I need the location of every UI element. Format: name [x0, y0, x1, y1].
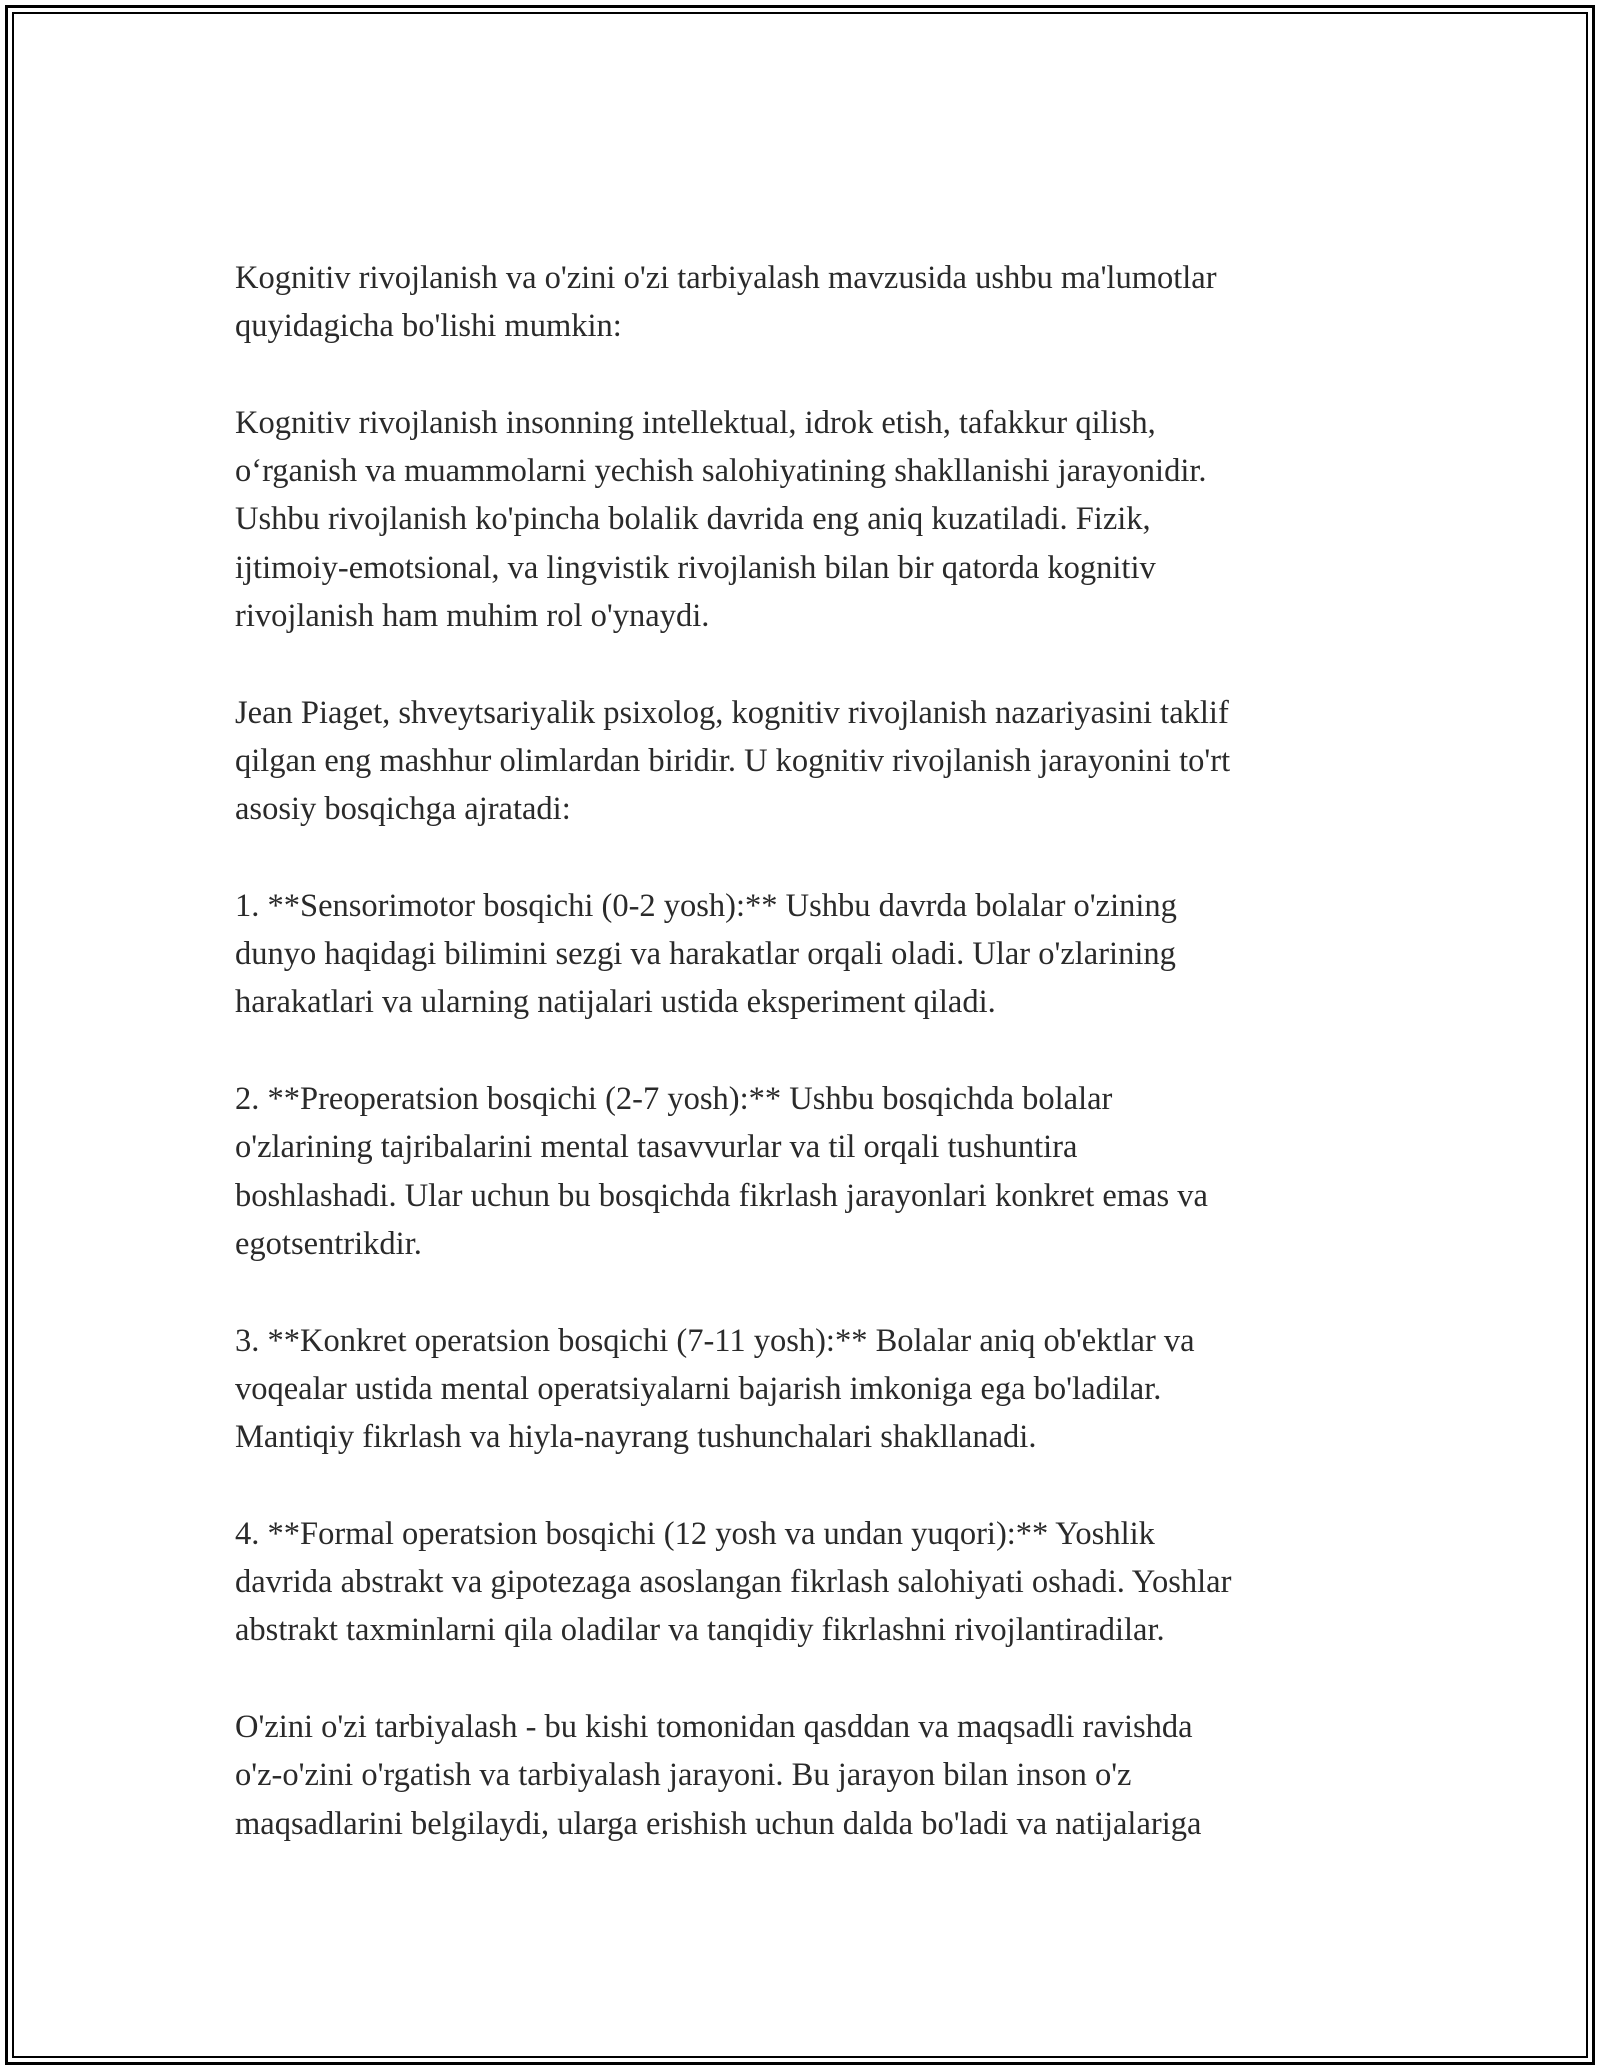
- paragraph-piaget: Jean Piaget, shveytsariyalik psixolog, kognitiv rivojlanish nazariyasini taklif qilgan eng mashhur olimlardan biridir. U kognitiv rivojlanish jarayonini to'rt asosiy bosqichga ajratadi:: [235, 694, 1231, 828]
- list-item-concrete-operational: 3. **Konkret operatsion bosqichi (7-11 yosh):** Bolalar aniq ob'ektlar va voqealar ustida mental operatsiyalarni bajarish imkoniga ega bo'ladilar. Mantiqiy fikrlash va hiyla-nayrang tushunchalari shakllanadi.: [235, 1322, 1195, 1456]
- document-body: [235, 254, 1375, 1896]
- list-item-preoperational: 2. **Preoperatsion bosqichi (2-7 yosh):** Ushbu bosqichda bolalar o'zlarining tajribalarini mental tasavvurlar va til orqali tushuntira boshlashadi. Ular uchun bu bosqichda fikrlash jarayonlari konkret emas va egotsentrikdir.: [235, 1081, 1208, 1262]
- list-item-formal-operational: 4. **Formal operatsion bosqichi (12 yosh va undan yuqori):** Yoshlik davrida abstrakt va gipotezaga asoslangan fikrlash salohiyati oshadi. Yoshlar abstrakt taxminlarni qila oladilar va tanqidiy fikrlashni rivojlantiradilar.: [235, 1515, 1232, 1649]
- paragraph-self-education: O'zini o'zi tarbiyalash - bu kishi tomonidan qasddan va maqsadli ravishda o'z-o'zini o'rgatish va tarbiyalash jarayoni. Bu jarayon bilan inson o'z maqsadlarini belgilaydi, ularga erishish uchun dalda bo'ladi va natijalariga: [235, 1708, 1202, 1842]
- paragraph-cognitive-definition: Kognitiv rivojlanish insonning intellektual, idrok etish, tafakkur qilish, o‘rganish va muammolarni yechish salohiyatining shakllanishi jarayonidir. Ushbu rivojlanish ko'pincha bolalik davrida eng aniq kuzatiladi. Fizik, ijtimoiy-emotsional, va lingvistik rivojlanish bilan bir qatorda kognitiv rivojlanish ham muhim rol o'ynaydi.: [235, 404, 1207, 635]
- list-item-sensorimotor: 1. **Sensorimotor bosqichi (0-2 yosh):** Ushbu davrda bolalar o'zining dunyo haqidagi bilimini sezgi va harakatlar orqali oladi. Ular o'zlarining harakatlari va ularning natijalari ustida eksperiment qiladi.: [235, 887, 1177, 1021]
- paragraph-intro: Kognitiv rivojlanish va o'zini o'zi tarbiyalash mavzusida ushbu ma'lumotlar quyidagicha bo'lishi mumkin:: [235, 260, 1217, 345]
